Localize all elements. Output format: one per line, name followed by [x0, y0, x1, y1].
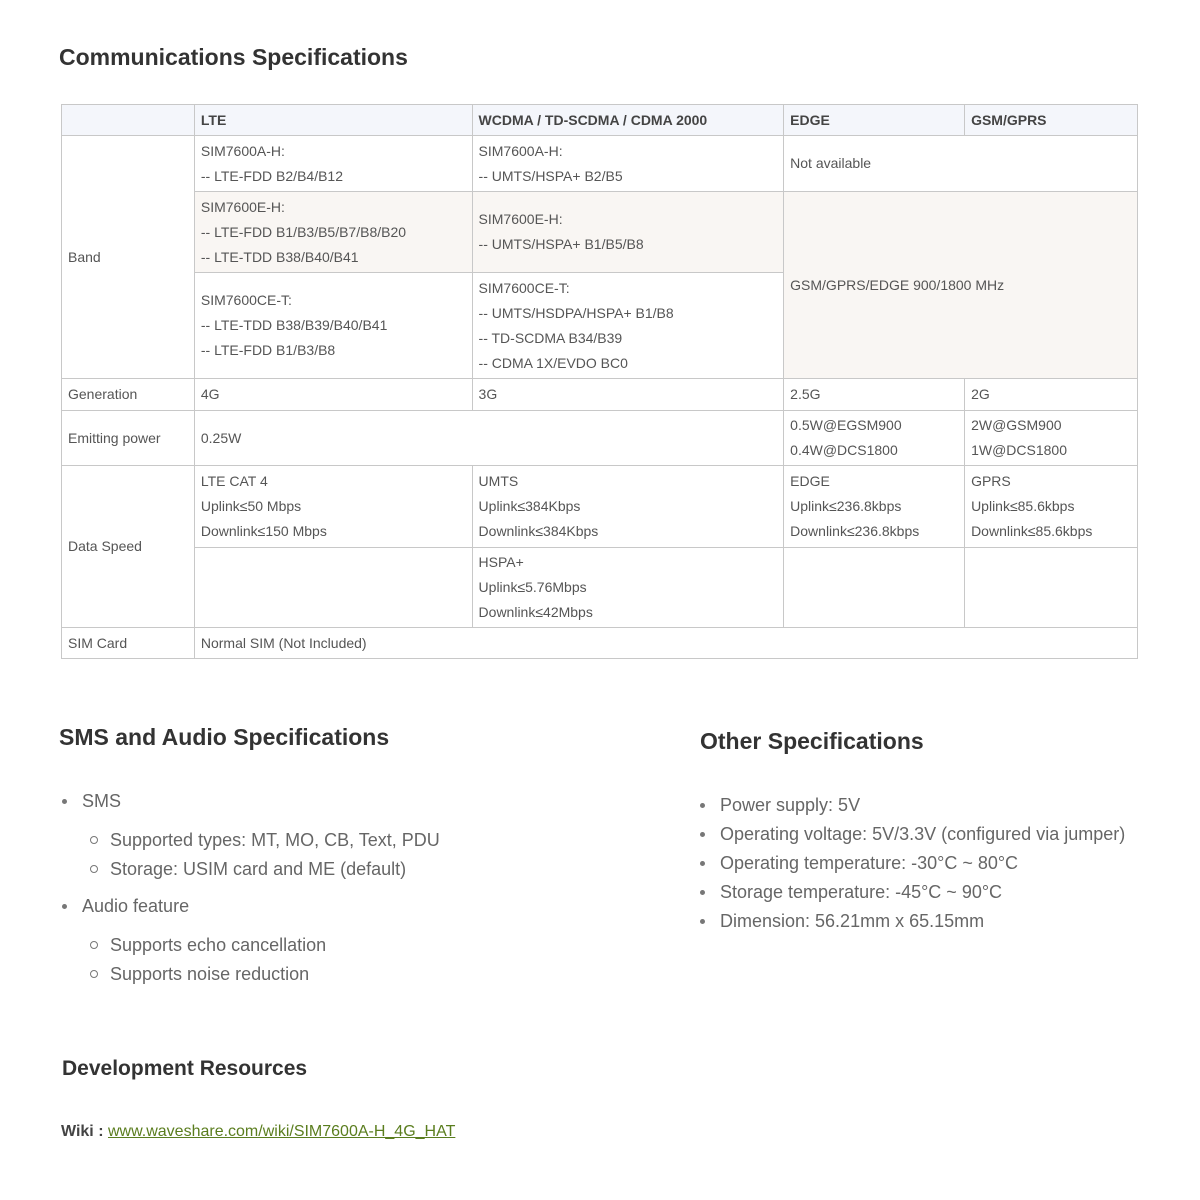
cell [194, 466, 472, 548]
table-row [62, 136, 1138, 192]
text: SIM7600CE-T: [200, 292, 292, 308]
text: -- LTE-TDD B38/B40/B41 [200, 248, 359, 265]
cell [472, 548, 784, 628]
text: EDGE [790, 473, 830, 489]
cell [965, 466, 1138, 548]
cell: 2G [965, 379, 1138, 411]
cell: 3G [472, 379, 784, 411]
cell [965, 411, 1138, 466]
wiki-line [61, 1123, 455, 1141]
list-item: Operating voltage: 5V/3.3V (configured via jumper) [700, 820, 1125, 849]
text: -- LTE-FDD B1/B3/B8 [200, 342, 336, 358]
row-label: Emitting power [62, 411, 195, 466]
text: -- TD-SCDMA B34/B39 [478, 329, 623, 346]
text: -- UMTS/HSPA+ B2/B5 [478, 167, 623, 184]
text: -- UMTS/HSDPA/HSPA+ B1/B8 [478, 304, 674, 321]
header-cell: EDGE [784, 105, 965, 136]
cell: 4G [194, 379, 472, 411]
cell [194, 136, 472, 192]
table-row [62, 411, 1138, 466]
text: Downlink≤85.6kbps [971, 523, 1093, 539]
text: HSPA+ [478, 554, 524, 570]
text: Downlink≤236.8kbps [790, 523, 920, 539]
list-item: Dimension: 56.21mm x 65.15mm [700, 907, 1125, 936]
text: 1W@DCS1800 [971, 442, 1067, 458]
cell [194, 548, 472, 628]
text: UMTS [478, 473, 519, 489]
list-item: Audio feature [62, 892, 440, 921]
table-row [62, 379, 1138, 411]
row-label: Band [62, 136, 195, 379]
row-label: Data Speed [62, 466, 195, 628]
sms-list [62, 787, 440, 989]
wiki-link[interactable]: www.waveshare.com/wiki/SIM7600A-H_4G_HAT [107, 1123, 456, 1140]
text: Uplink≤50 Mbps [200, 498, 302, 514]
text: -- LTE-FDD B2/B4/B12 [200, 167, 343, 184]
text: SIM7600E-H: [200, 198, 285, 215]
sms-title: SMS and Audio Specifications [59, 724, 390, 750]
header-cell: LTE [194, 105, 472, 136]
cell: Normal SIM (Not Included) [194, 628, 1137, 659]
cell [472, 273, 784, 379]
text: -- UMTS/HSPA+ B1/B5/B8 [478, 236, 644, 252]
text: 0.4W@DCS1800 [790, 442, 898, 458]
header-cell: WCDMA / TD-SCDMA / CDMA 2000 [472, 105, 784, 136]
text: GPRS [971, 473, 1011, 489]
table-row [62, 548, 1138, 628]
text: Downlink≤384Kbps [478, 523, 599, 539]
comm-spec-table [61, 104, 1138, 659]
table-row [62, 192, 1138, 273]
text: 2W@GSM900 [971, 417, 1062, 433]
list-item: Supported types: MT, MO, CB, Text, PDU [62, 826, 440, 855]
text: -- LTE-TDD B38/B39/B40/B41 [200, 317, 388, 333]
header-cell [62, 105, 195, 136]
list-item: Operating temperature: -30°C ~ 80°C [700, 849, 1125, 878]
cell: Not available [784, 136, 1138, 192]
other-list [700, 791, 1125, 936]
text: Uplink≤384Kbps [478, 498, 581, 514]
table-header-row [62, 105, 1138, 136]
text: Downlink≤42Mbps [478, 604, 593, 620]
cell [194, 192, 472, 273]
text: 0.5W@EGSM900 [790, 417, 902, 433]
other-title: Other Specifications [700, 728, 924, 754]
comm-title: Communications Specifications [59, 44, 408, 70]
dev-title: Development Resources [62, 1057, 308, 1080]
text: SIM7600E-H: [478, 211, 563, 227]
text: Downlink≤150 Mbps [200, 523, 327, 539]
cell: 2.5G [784, 379, 965, 411]
cell: 0.25W [194, 411, 783, 466]
cell [784, 548, 965, 628]
text: LTE CAT 4 [200, 473, 268, 489]
wiki-label: Wiki : [61, 1123, 104, 1140]
text: SIM7600A-H: [200, 142, 285, 159]
text: Uplink≤85.6kbps [971, 498, 1075, 514]
list-item: Supports noise reduction [62, 960, 440, 989]
cell [784, 411, 965, 466]
text: SIM7600A-H: [478, 142, 563, 159]
cell [472, 192, 784, 273]
text: -- CDMA 1X/EVDO BC0 [478, 354, 628, 371]
cell [472, 466, 784, 548]
list-item: Storage: USIM card and ME (default) [62, 855, 440, 884]
text: Uplink≤5.76Mbps [478, 579, 587, 595]
list-item: Supports echo cancellation [62, 931, 440, 960]
cell [784, 466, 965, 548]
list-item: Storage temperature: -45°C ~ 90°C [700, 878, 1125, 907]
text: SIM7600CE-T: [478, 279, 570, 296]
list-item: Power supply: 5V [700, 791, 1125, 820]
row-label: SIM Card [62, 628, 195, 659]
cell: GSM/GPRS/EDGE 900/1800 MHz [784, 192, 1138, 379]
cell [965, 548, 1138, 628]
table-row [62, 628, 1138, 659]
table-row [62, 466, 1138, 548]
list-item: SMS [62, 787, 440, 816]
text: -- LTE-FDD B1/B3/B5/B7/B8/B20 [200, 223, 407, 240]
text: Uplink≤236.8kbps [790, 498, 902, 514]
cell [194, 273, 472, 379]
cell [472, 136, 784, 192]
row-label: Generation [62, 379, 195, 411]
header-cell: GSM/GPRS [965, 105, 1138, 136]
